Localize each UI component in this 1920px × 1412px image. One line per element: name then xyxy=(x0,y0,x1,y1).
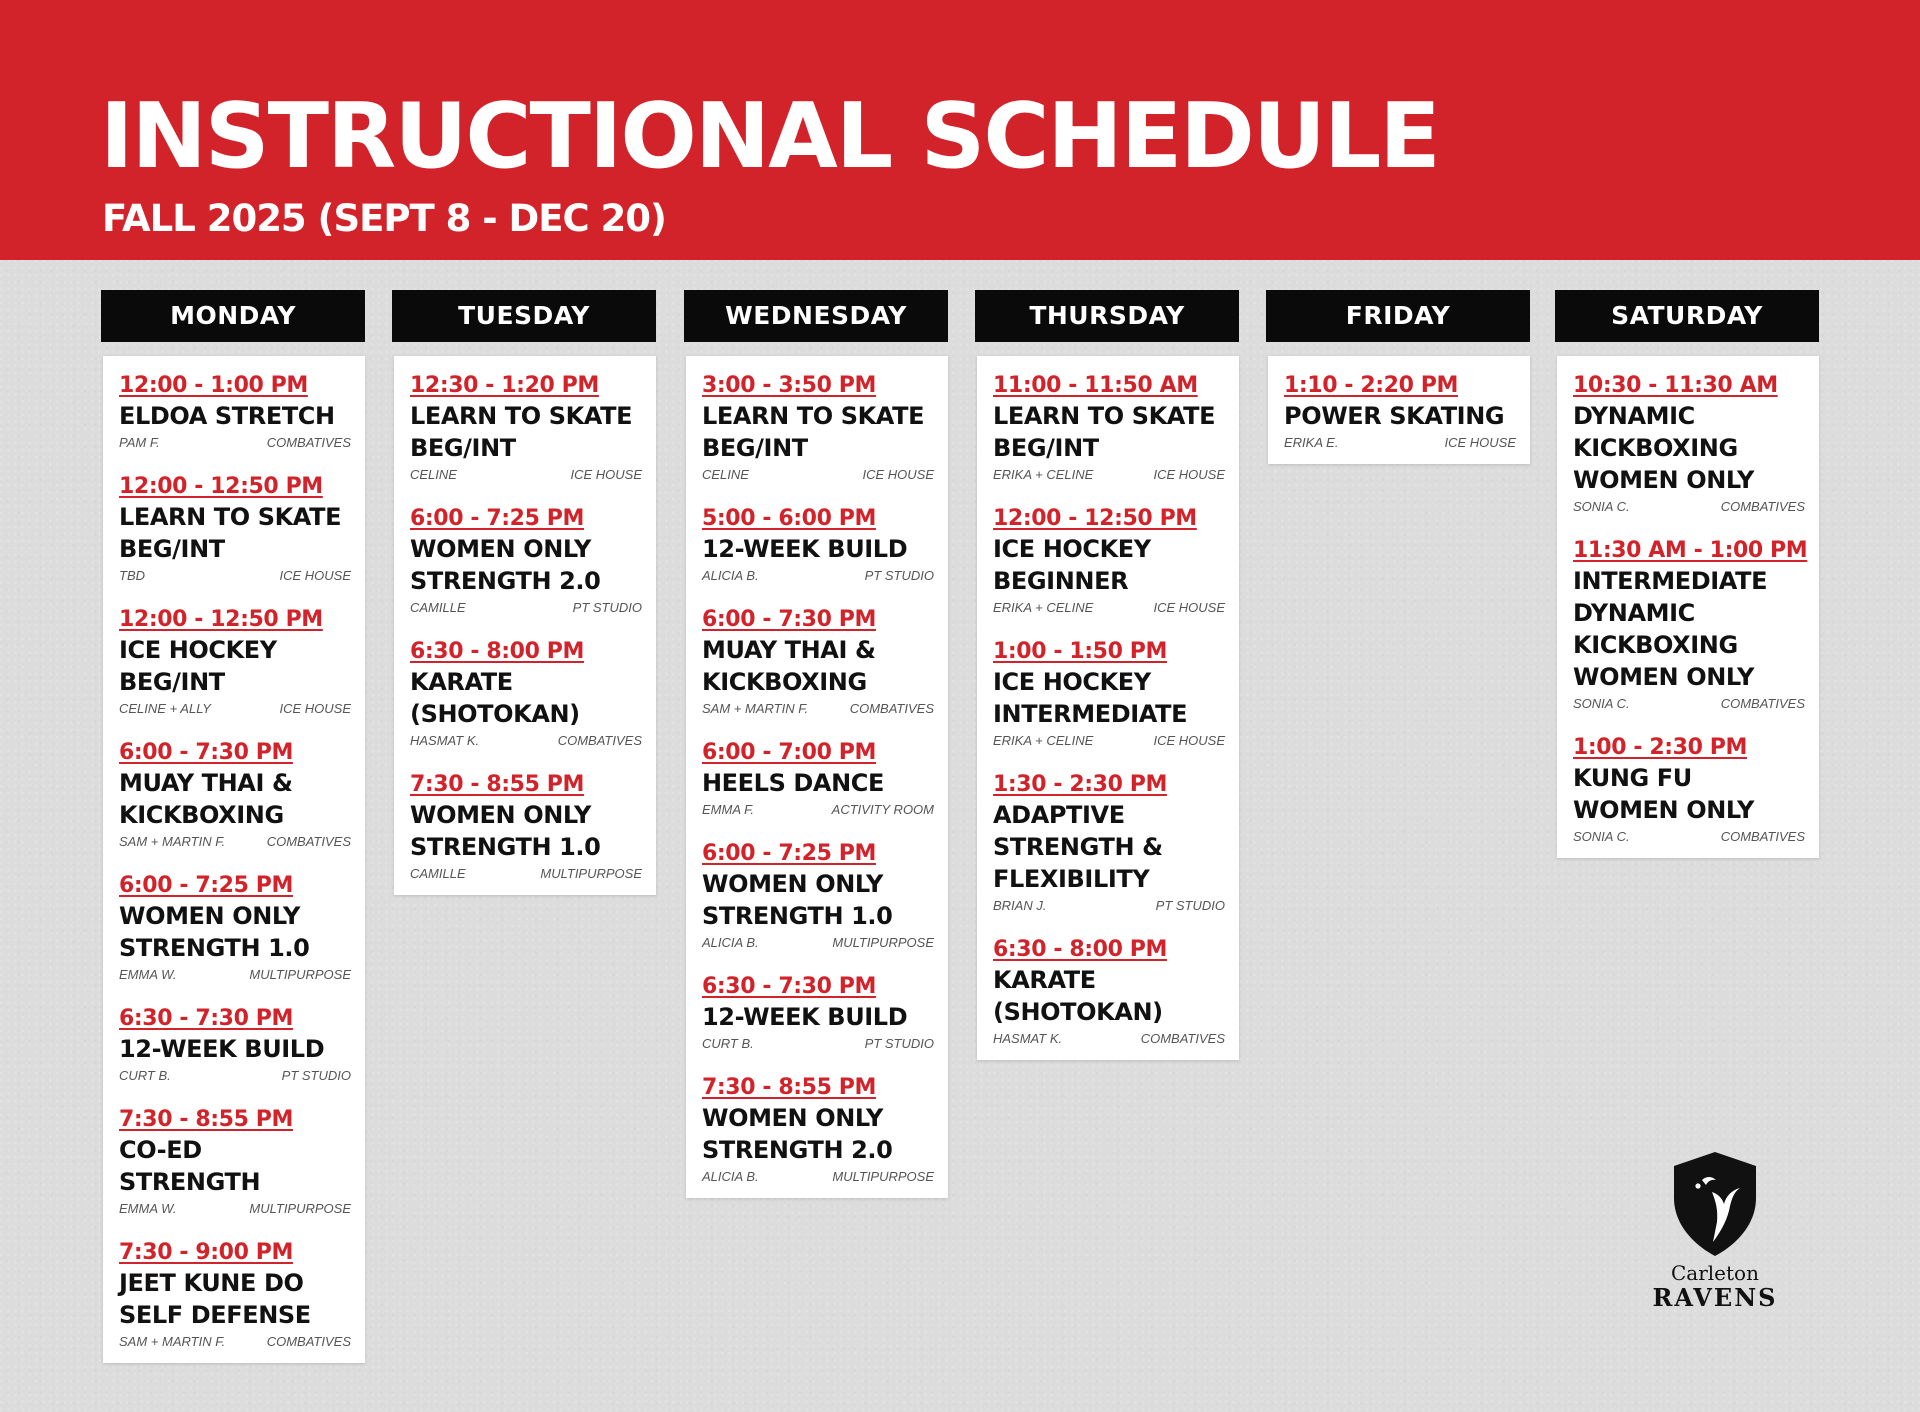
session-name: DYNAMIC xyxy=(1573,599,1695,627)
session-meta xyxy=(1284,435,1516,450)
session-time-link[interactable]: 6:30 - 7:30 PM xyxy=(119,1006,293,1031)
session-meta xyxy=(702,802,934,817)
session-time-link[interactable]: 3:00 - 3:50 PM xyxy=(702,373,876,398)
session-instructor: ERIKA + CELINE xyxy=(993,467,1094,482)
session-name: (SHOTOKAN) xyxy=(410,700,580,728)
day-column-friday xyxy=(1266,290,1530,464)
session-entry xyxy=(119,1106,351,1216)
session-name: BEG/INT xyxy=(993,434,1099,462)
session-location: PT STUDIO xyxy=(864,1036,934,1051)
session-time-link[interactable]: 6:30 - 7:30 PM xyxy=(702,974,876,999)
session-instructor: CELINE + ALLY xyxy=(119,701,211,716)
session-name: ADAPTIVE xyxy=(993,801,1125,829)
session-meta xyxy=(702,1169,934,1184)
session-name: STRENGTH 1.0 xyxy=(702,902,893,930)
session-instructor: SONIA C. xyxy=(1573,696,1630,711)
session-name: 12-WEEK BUILD xyxy=(702,535,908,563)
session-name: MUAY THAI & xyxy=(119,769,293,797)
session-time-link[interactable]: 12:00 - 12:50 PM xyxy=(119,474,323,499)
session-instructor: CURT B. xyxy=(702,1036,754,1051)
session-location: ICE HOUSE xyxy=(862,467,934,482)
session-name: WOMEN ONLY xyxy=(702,1104,884,1132)
day-column-wednesday xyxy=(684,290,948,1198)
session-time-link[interactable]: 12:00 - 12:50 PM xyxy=(993,506,1197,531)
session-instructor: BRIAN J. xyxy=(993,898,1047,913)
session-entry xyxy=(1284,372,1516,450)
session-location: ICE HOUSE xyxy=(279,701,351,716)
ravens-shield-icon xyxy=(1672,1150,1758,1258)
day-header-thursday: THURSDAY xyxy=(975,290,1239,342)
session-location: ACTIVITY ROOM xyxy=(831,802,934,817)
session-instructor: HASMAT K. xyxy=(993,1031,1063,1046)
session-entry xyxy=(702,1074,934,1184)
session-time-link[interactable]: 6:00 - 7:25 PM xyxy=(119,873,293,898)
session-meta xyxy=(410,467,642,482)
day-column-monday xyxy=(101,290,365,1363)
session-name: WOMEN ONLY xyxy=(702,870,884,898)
session-location: COMBATIVES xyxy=(1140,1031,1225,1046)
session-entry xyxy=(119,1239,351,1349)
logo-text-carleton: Carleton xyxy=(1671,1261,1759,1285)
session-name: 12-WEEK BUILD xyxy=(702,1003,908,1031)
session-location: COMBATIVES xyxy=(1720,499,1805,514)
session-name: INTERMEDIATE xyxy=(1573,567,1768,595)
session-time-link[interactable]: 1:00 - 1:50 PM xyxy=(993,639,1167,664)
day-column-saturday xyxy=(1555,290,1819,858)
session-instructor: SAM + MARTIN F. xyxy=(119,834,226,849)
session-location: COMBATIVES xyxy=(266,435,351,450)
session-instructor: CURT B. xyxy=(119,1068,171,1083)
session-entry xyxy=(993,372,1225,482)
session-meta xyxy=(119,1201,351,1216)
session-name: ELDOA STRETCH xyxy=(119,402,335,430)
session-name: KARATE xyxy=(410,668,513,696)
session-meta xyxy=(410,600,642,615)
day-card-friday xyxy=(1268,356,1530,464)
logo-text-ravens: RAVENS xyxy=(1652,1283,1778,1312)
session-name: FLEXIBILITY xyxy=(993,865,1150,893)
session-entry xyxy=(702,606,934,716)
session-location: ICE HOUSE xyxy=(1153,467,1225,482)
session-location: COMBATIVES xyxy=(266,1334,351,1349)
day-header-friday: FRIDAY xyxy=(1266,290,1530,342)
session-time-link[interactable]: 1:30 - 2:30 PM xyxy=(993,772,1167,797)
session-name: LEARN TO SKATE xyxy=(702,402,925,430)
session-time-link[interactable]: 1:10 - 2:20 PM xyxy=(1284,373,1458,398)
session-name: BEGINNER xyxy=(993,567,1129,595)
session-instructor: ALICIA B. xyxy=(702,568,759,583)
day-header-monday: MONDAY xyxy=(101,290,365,342)
session-instructor: CAMILLE xyxy=(410,600,466,615)
session-meta xyxy=(119,1334,351,1349)
session-meta xyxy=(410,866,642,881)
session-meta xyxy=(119,1068,351,1083)
session-name: WOMEN ONLY xyxy=(1573,466,1755,494)
session-meta xyxy=(702,701,934,716)
session-instructor: SONIA C. xyxy=(1573,499,1630,514)
session-entry xyxy=(410,505,642,615)
session-meta xyxy=(702,568,934,583)
session-time-link[interactable]: 7:30 - 8:55 PM xyxy=(119,1107,293,1132)
session-name: BEG/INT xyxy=(410,434,516,462)
session-entry xyxy=(119,872,351,982)
session-entry xyxy=(410,771,642,881)
session-name: BEG/INT xyxy=(119,535,225,563)
session-name: KARATE xyxy=(993,966,1096,994)
session-location: PT STUDIO xyxy=(864,568,934,583)
session-name: KICKBOXING xyxy=(1573,434,1738,462)
session-meta xyxy=(119,435,351,450)
session-meta xyxy=(119,834,351,849)
session-time-link[interactable]: 6:00 - 7:25 PM xyxy=(410,506,584,531)
session-instructor: CELINE xyxy=(410,467,457,482)
session-name: KICKBOXING xyxy=(702,668,867,696)
day-card-saturday xyxy=(1557,356,1819,858)
session-name: DYNAMIC xyxy=(1573,402,1695,430)
session-location: COMBATIVES xyxy=(1720,829,1805,844)
session-location: COMBATIVES xyxy=(557,733,642,748)
session-name: WOMEN ONLY xyxy=(119,902,301,930)
session-name: WOMEN ONLY xyxy=(1573,796,1755,824)
day-card-wednesday xyxy=(686,356,948,1198)
session-entry xyxy=(410,638,642,748)
session-instructor: CAMILLE xyxy=(410,866,466,881)
session-location: PT STUDIO xyxy=(1155,898,1225,913)
session-location: MULTIPURPOSE xyxy=(832,1169,934,1184)
day-card-monday xyxy=(103,356,365,1363)
session-entry xyxy=(119,473,351,583)
session-location: COMBATIVES xyxy=(1720,696,1805,711)
session-name: ICE HOCKEY xyxy=(993,668,1151,696)
session-time-link[interactable]: 7:30 - 8:55 PM xyxy=(702,1075,876,1100)
session-location: MULTIPURPOSE xyxy=(832,935,934,950)
session-location: COMBATIVES xyxy=(266,834,351,849)
session-instructor: HASMAT K. xyxy=(410,733,480,748)
session-name: BEG/INT xyxy=(119,668,225,696)
session-name: KICKBOXING xyxy=(119,801,284,829)
session-name: MUAY THAI & xyxy=(702,636,876,664)
session-name: JEET KUNE DO xyxy=(119,1269,304,1297)
session-meta xyxy=(993,600,1225,615)
session-name: WOMEN ONLY xyxy=(410,801,592,829)
session-time-link[interactable]: 1:00 - 2:30 PM xyxy=(1573,735,1747,760)
session-meta xyxy=(702,935,934,950)
session-entry xyxy=(702,739,934,817)
session-meta xyxy=(702,467,934,482)
session-location: MULTIPURPOSE xyxy=(249,967,351,982)
session-entry xyxy=(702,372,934,482)
session-name: STRENGTH 1.0 xyxy=(119,934,310,962)
session-entry xyxy=(993,505,1225,615)
session-instructor: TBD xyxy=(119,568,145,583)
day-card-thursday xyxy=(977,356,1239,1060)
session-instructor: SAM + MARTIN F. xyxy=(119,1334,226,1349)
session-instructor: EMMA W. xyxy=(119,1201,177,1216)
session-meta xyxy=(119,967,351,982)
day-column-tuesday xyxy=(392,290,656,895)
session-entry xyxy=(702,840,934,950)
session-name: ICE HOCKEY xyxy=(993,535,1151,563)
session-location: ICE HOUSE xyxy=(1153,600,1225,615)
session-time-link[interactable]: 5:00 - 6:00 PM xyxy=(702,506,876,531)
carleton-ravens-logo xyxy=(1640,1150,1790,1310)
session-time-link[interactable]: 6:00 - 7:00 PM xyxy=(702,740,876,765)
session-name: 12-WEEK BUILD xyxy=(119,1035,325,1063)
session-name: (SHOTOKAN) xyxy=(993,998,1163,1026)
day-card-tuesday xyxy=(394,356,656,895)
session-name: STRENGTH 2.0 xyxy=(702,1136,893,1164)
session-time-link[interactable]: 6:30 - 8:00 PM xyxy=(410,639,584,664)
session-name: SELF DEFENSE xyxy=(119,1301,311,1329)
session-entry xyxy=(410,372,642,482)
session-entry xyxy=(702,505,934,583)
session-name: STRENGTH & xyxy=(993,833,1163,861)
session-name: WOMEN ONLY xyxy=(1573,663,1755,691)
session-location: PT STUDIO xyxy=(572,600,642,615)
session-entry xyxy=(1573,372,1805,514)
session-time-link[interactable]: 12:30 - 1:20 PM xyxy=(410,373,599,398)
session-meta xyxy=(993,1031,1225,1046)
session-entry xyxy=(119,739,351,849)
day-header-wednesday: WEDNESDAY xyxy=(684,290,948,342)
session-instructor: EMMA F. xyxy=(702,802,755,817)
session-meta xyxy=(1573,499,1805,514)
session-time-link[interactable]: 10:30 - 11:30 AM xyxy=(1573,373,1778,398)
day-column-thursday xyxy=(975,290,1239,1060)
session-entry xyxy=(119,372,351,450)
session-name: KICKBOXING xyxy=(1573,631,1738,659)
session-meta xyxy=(1573,829,1805,844)
session-time-link[interactable]: 7:30 - 9:00 PM xyxy=(119,1240,293,1265)
session-meta xyxy=(993,898,1225,913)
session-instructor: SAM + MARTIN F. xyxy=(702,701,809,716)
session-instructor: CELINE xyxy=(702,467,749,482)
session-name: HEELS DANCE xyxy=(702,769,884,797)
session-instructor: ERIKA + CELINE xyxy=(993,600,1094,615)
session-entry xyxy=(119,1005,351,1083)
session-instructor: EMMA W. xyxy=(119,967,177,982)
session-time-link[interactable]: 11:00 - 11:50 AM xyxy=(993,373,1198,398)
session-name: WOMEN ONLY xyxy=(410,535,592,563)
session-entry xyxy=(1573,537,1808,711)
session-instructor: SONIA C. xyxy=(1573,829,1630,844)
session-instructor: ERIKA E. xyxy=(1284,435,1339,450)
session-name: BEG/INT xyxy=(702,434,808,462)
header-banner xyxy=(0,0,1920,260)
session-time-link[interactable]: 7:30 - 8:55 PM xyxy=(410,772,584,797)
session-entry xyxy=(993,936,1225,1046)
page-subtitle: FALL 2025 (SEPT 8 - DEC 20) xyxy=(102,197,666,240)
session-location: COMBATIVES xyxy=(849,701,934,716)
session-instructor: ERIKA + CELINE xyxy=(993,733,1094,748)
session-location: PT STUDIO xyxy=(281,1068,351,1083)
session-name: INTERMEDIATE xyxy=(993,700,1188,728)
session-meta xyxy=(702,1036,934,1051)
session-entry xyxy=(119,606,351,716)
session-location: ICE HOUSE xyxy=(1444,435,1516,450)
session-name: LEARN TO SKATE xyxy=(119,503,342,531)
session-instructor: ALICIA B. xyxy=(702,935,759,950)
session-meta xyxy=(1573,696,1805,711)
session-name: ICE HOCKEY xyxy=(119,636,277,664)
session-name: LEARN TO SKATE xyxy=(993,402,1216,430)
page-title: INSTRUCTIONAL SCHEDULE xyxy=(100,84,1439,189)
session-meta xyxy=(119,701,351,716)
session-instructor: ALICIA B. xyxy=(702,1169,759,1184)
session-time-link[interactable]: 6:00 - 7:30 PM xyxy=(702,607,876,632)
session-time-link[interactable]: 12:00 - 1:00 PM xyxy=(119,373,308,398)
session-entry xyxy=(993,771,1225,913)
session-name: KUNG FU xyxy=(1573,764,1692,792)
session-name: CO-ED xyxy=(119,1136,202,1164)
session-time-link[interactable]: 6:00 - 7:30 PM xyxy=(119,740,293,765)
session-entry xyxy=(993,638,1225,748)
session-time-link[interactable]: 6:00 - 7:25 PM xyxy=(702,841,876,866)
session-meta xyxy=(993,467,1225,482)
day-header-tuesday: TUESDAY xyxy=(392,290,656,342)
session-entry xyxy=(702,973,934,1051)
session-location: ICE HOUSE xyxy=(1153,733,1225,748)
session-instructor: PAM F. xyxy=(119,435,160,450)
session-location: ICE HOUSE xyxy=(279,568,351,583)
session-meta xyxy=(119,568,351,583)
session-name: POWER SKATING xyxy=(1284,402,1505,430)
session-name: STRENGTH xyxy=(119,1168,261,1196)
session-meta xyxy=(410,733,642,748)
session-name: STRENGTH 2.0 xyxy=(410,567,601,595)
session-time-link[interactable]: 6:30 - 8:00 PM xyxy=(993,937,1167,962)
session-name: STRENGTH 1.0 xyxy=(410,833,601,861)
session-entry xyxy=(1573,734,1805,844)
session-location: MULTIPURPOSE xyxy=(249,1201,351,1216)
session-time-link[interactable]: 12:00 - 12:50 PM xyxy=(119,607,323,632)
session-meta xyxy=(993,733,1225,748)
session-location: ICE HOUSE xyxy=(570,467,642,482)
session-name: LEARN TO SKATE xyxy=(410,402,633,430)
session-location: MULTIPURPOSE xyxy=(540,866,642,881)
day-header-saturday: SATURDAY xyxy=(1555,290,1819,342)
session-time-link[interactable]: 11:30 AM - 1:00 PM xyxy=(1573,538,1808,563)
